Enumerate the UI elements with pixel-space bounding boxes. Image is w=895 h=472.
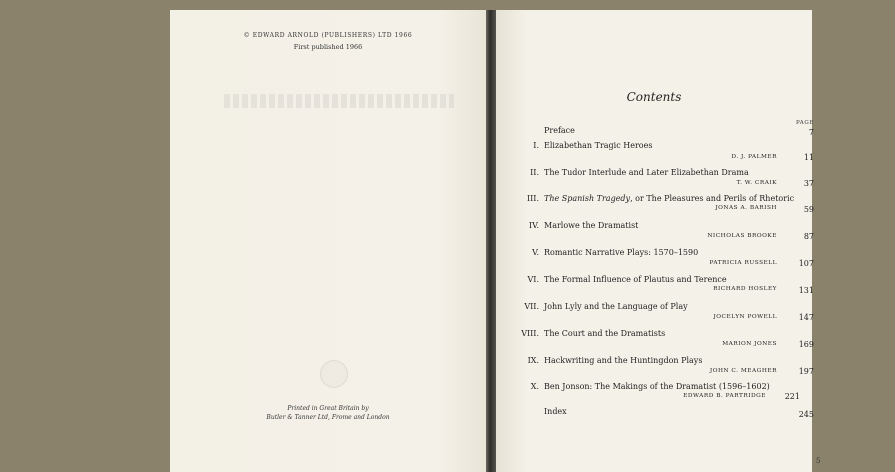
toc-author: PATRICIA RUSSELL <box>709 260 777 266</box>
printer-line: Butler & Tanner Ltd, Frome and London <box>266 414 390 421</box>
toc-title: The Court and the Dramatists <box>544 329 666 338</box>
toc-page: 131 <box>798 286 814 295</box>
show-through-text <box>224 94 454 108</box>
toc-number: X. <box>530 382 539 391</box>
toc-page: 87 <box>803 232 814 241</box>
toc-number: IV. <box>528 221 539 230</box>
toc-title: The Tudor Interlude and Later Elizabethan Drama <box>544 168 749 177</box>
contents-heading: Contents <box>626 90 682 104</box>
toc-title: Elizabethan Tragic Heroes <box>544 141 653 150</box>
show-through-seal <box>320 360 348 388</box>
toc-author: D. J. PALMER <box>731 154 777 160</box>
toc-title: Hackwriting and the Huntingdon Plays <box>544 356 703 365</box>
toc-author: JOCELYN POWELL <box>713 314 777 320</box>
toc-page: 59 <box>803 205 814 214</box>
toc-number: V. <box>532 248 539 257</box>
page-number: 5 <box>816 457 821 465</box>
toc-page: 221 <box>784 392 800 401</box>
toc-title: John Lyly and the Language of Play <box>544 302 688 311</box>
toc-author: EDWARD B. PARTRIDGE <box>683 393 766 399</box>
toc-title: Preface <box>544 126 575 135</box>
toc-number: VI. <box>527 275 539 284</box>
toc-number: IX. <box>527 356 539 365</box>
toc-title: Romantic Narrative Plays: 1570–1590 <box>544 248 699 257</box>
colophon <box>170 404 486 422</box>
toc-title-italic: The Spanish Tragedy <box>544 194 631 203</box>
copyright-line: © EDWARD ARNOLD (PUBLISHERS) LTD 1966 <box>243 32 413 39</box>
toc-author: JOHN C. MEAGHER <box>709 368 777 374</box>
toc-author: RICHARD HOSLEY <box>713 286 777 292</box>
toc-number: VII. <box>524 302 539 311</box>
toc-title: The Formal Influence of Plautus and Terence <box>544 275 727 284</box>
toc-title <box>544 194 794 203</box>
toc-title: Index <box>544 407 567 416</box>
toc-number: VIII. <box>521 329 539 338</box>
left-page <box>170 10 486 472</box>
toc-page: 37 <box>803 179 814 188</box>
toc-page: 7 <box>808 128 814 137</box>
toc-page: 245 <box>798 410 814 419</box>
open-book <box>170 10 821 472</box>
toc-number: II. <box>530 168 539 177</box>
toc-page: 169 <box>798 340 814 349</box>
toc-number: I. <box>533 141 539 150</box>
printed-in-line: Printed in Great Britain by <box>287 405 369 412</box>
toc-title: Marlowe the Dramatist <box>544 221 639 230</box>
toc-author: NICHOLAS BROOKE <box>707 233 777 239</box>
book-gutter <box>486 10 496 472</box>
first-published-line: First published 1966 <box>293 43 363 51</box>
toc-title: Ben Jonson: The Makings of the Dramatist (1596–1602) <box>544 382 770 391</box>
toc-page: 197 <box>798 367 814 376</box>
toc-page: 147 <box>798 313 814 322</box>
right-page <box>496 10 821 472</box>
toc-number: III. <box>526 194 539 203</box>
page-column-label: PAGE <box>796 120 814 126</box>
toc-page: 107 <box>798 259 814 268</box>
toc-author: MARION JONES <box>722 341 777 347</box>
toc-author: JONAS A. BARISH <box>715 205 777 211</box>
toc-title-rest: , or The Pleasures and Perils of Rhetoric <box>630 194 795 203</box>
toc-author: T. W. CRAIK <box>736 180 777 186</box>
toc-page: 11 <box>803 153 814 162</box>
